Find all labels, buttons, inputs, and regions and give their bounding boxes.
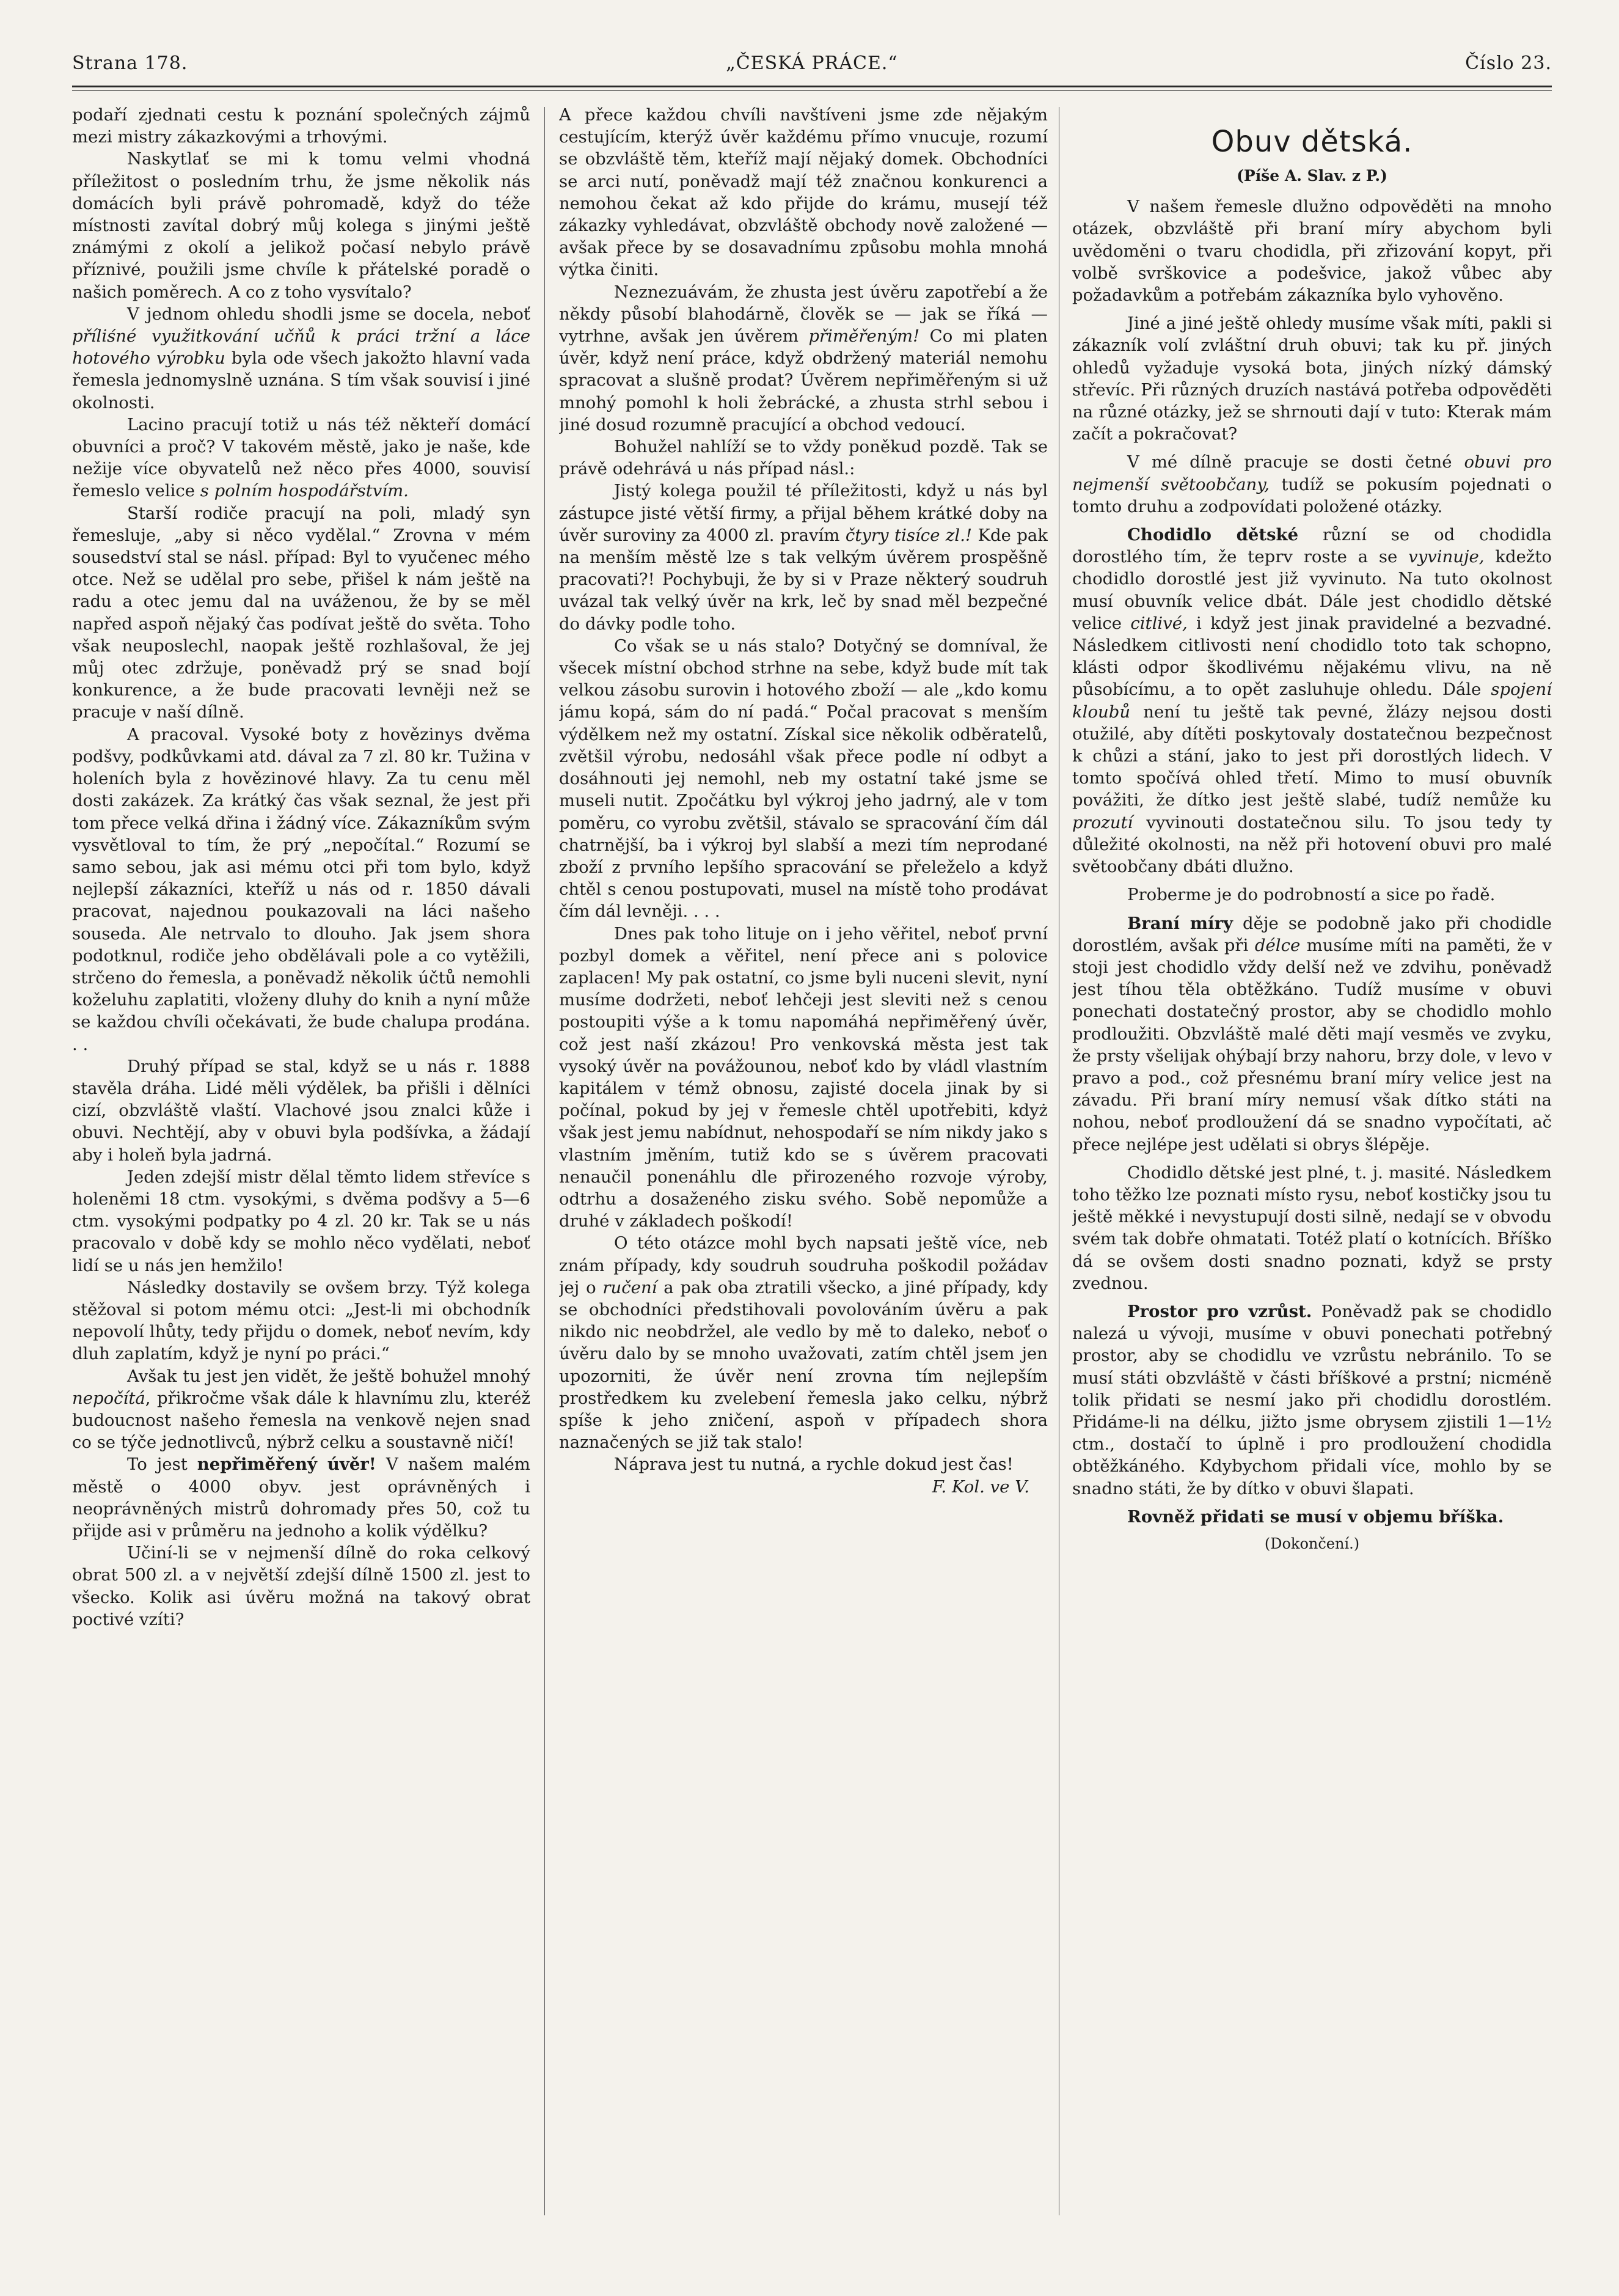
paragraph: A pracoval. Vysoké boty z hovězinys dvěma podšvy, podkůvkami atd. dával za 7 zl. 80 kr. Tužina v holeních byla z hovězinové hlavy. Za tu cenu měl dosti zakázek. Za krátký čas však seznal, že jest při tom přece velká dřina i žádný více. Zákazníkům svým vysvětloval to tím, že prý „nepočítal.“ Rozumí se samo sebou, jak asi mému otci při tom bylo, když nejlepší zákazníci, kteříž u nás od r. 1850 dávali pracovat, najednou poukazovali na láci našeho souseda. Ale netrvalo to dlouho. Jak jsem shora podotknul, rodiče jeho obdělávali pole a co vytěžili, strčeno do řemesla, a poněvadž několik účtů nemohli koželuhu zaplatiti, vloženy dluhy do knih a nyní může se každou chvíli očekávati, že bude chalupa prodána. . . (72, 724, 530, 1054)
emphasis: ručení (602, 1277, 657, 1297)
paragraph: Chodidlo dětské různí se od chodidla dorostlého tím, že teprv roste a se vyvinuje, kdežto chodidlo dorostlé jest již vyvinuto. Na tuto okolnost musí obuvník velice dbát. Dále jest chodidlo dětské velice citlivé, i když jest jinak pravidelné a bezvadné. Následkem citlivosti není chodidlo toto tak schopno, klásti odpor škodlivému nějakému vlivu, na ně působícímu, a to opět zasluhuje ohledu. Dále spojení kloubů není tu ještě tak pevné, žlázy nejsou dosti otužilé, aby dítěti poskytovaly dostatečnou bezpečnost k chůzi a stání, jako to jest při dorostlých lidech. V tomto spočívá ohled třetí. Mimo to musí obuvník povážiti, že dítko jest ještě slabé, tudíž nemůže ku prozutí vyvinouti dostatečnou silu. To jsou tedy ty důležité okolnosti, na něž při hotovení obuvi pro malé světoobčany dbáti dlužno. (1072, 525, 1552, 877)
header-rule-thick (72, 86, 1552, 87)
paragraph: A přece každou chvíli navštíveni jsme zde nějakým cestujícím, kterýž úvěr každému přímo vnucuje, rozumí se obzvláště těm, kteříž mají nějaký domek. Obchodníci se arci nutí, poněvadž mají též značnou konkurenci a nemohou čekat až kdo přijde do krámu, musejí též zákazky vyhledávat, obzvláště obchody nově založené — avšak přece by se dosavadnímu způsobu mohla mnohá výtka činiti. (559, 105, 1048, 280)
paragraph: Chodidlo dětské jest plné, t. j. masité. Následkem toho těžko lze poznati místo rysu, neboť kostičky jsou tu ještě měkké i nevystupují dosti silně, nedají se v obvodu svém tak dobře ohmatati. Totéž platí o kotnících. Bříško dá se ovšem dosti snadno poznati, když se prsty zvednou. (1072, 1162, 1552, 1293)
emphasis: prozutí (1072, 812, 1133, 832)
paragraph: Náprava jest tu nutná, a rychle dokud jest čas! (614, 1454, 1014, 1475)
paragraph: V mé dílně pracuje se dosti četné obuvi pro nejmenší světoobčany, tudíž se pokusím pojednati o tomto druhu a zodpovídati položené otázky. (1072, 452, 1552, 516)
emphasis: délce (1254, 935, 1301, 955)
emphasis: čtyry tisíce zl.! (845, 525, 972, 545)
section-heading: Braní míry (1127, 913, 1233, 933)
paragraph (1072, 1506, 1552, 1528)
section-heading: Chodidlo dětské (1127, 525, 1299, 545)
page-number: Strana 178. (72, 53, 188, 74)
column-3 (1072, 104, 1552, 2237)
paragraph: Lacino pracují totiž u nás též někteří domácí obuvníci a proč? V takovém městě, jako je naše, kde nežije více obyvatelů než něco přes 4000, souvisí řemeslo velice s polním hospodářstvím. (72, 414, 530, 501)
article-signature: F. Kol. ve V. (932, 1476, 1029, 1497)
continued-note: (Dokončení.) (1264, 1535, 1360, 1552)
paragraph: Neznezuávám, že zhusta jest úvěru zapotřebí a že někdy působí blahodárně, člověk se — jak se říká — vytrhne, avšak jen úvěrem přiměřeným! Co mi platen úvěr, když není práce, když obdržený materiál nemohu spracovat a slušně prodat? Úvěrem nepřiměřeným si už mnohý pomohl k holi žebrácké, a zhusta strhl sebou i jiné dosud rozumně pracující a obchod vedoucí. (559, 282, 1048, 435)
paragraph: Avšak tu jest jen vidět, že ještě bohužel mnohý nepočítá, přikročme však dále k hlavnímu zlu, kteréž budoucnost našeho řemesla na venkově nejen snad co se týče jednotlivců, nýbrž celku a soustavně ničí! (72, 1366, 530, 1453)
paragraph: Jeden zdejší mistr dělal těmto lidem střevíce s holeněmi 18 ctm. vysokými, s dvěma podšvy a 5—6 ctm. vysokými podpatky po 4 zl. 20 kr. Tak se u nás pracovalo v době kdy se mohlo něco vydělati, neboť lidí se u nás jen hemžilo! (72, 1167, 530, 1275)
emphasis: obuvi pro nejmenší světoobčany, (1072, 452, 1552, 494)
header-rule-thin (72, 90, 1552, 91)
column-1 (72, 104, 530, 2237)
article-title: Obuv dětská. (1211, 125, 1413, 159)
paragraph: Proberme je do podrobností a sice po řadě. (1127, 885, 1496, 905)
paragraph: Naskytlať se mi k tomu velmi vhodná příležitost o posledním trhu, že jsme několik nás domácích byli právě pohromadě, když do téže místnosti zavítal dobrý můj kolega s jinými ještě známými z okolí a jelikož počasí nebylo právě příznivé, použili jsme chvíle k přátelské poradě o našich poměrech. A co z toho vysvítalo? (72, 149, 530, 302)
issue-number: Číslo 23. (1465, 53, 1552, 74)
paragraph: Bohužel nahlíží se to vždy poněkud pozdě. Tak se právě odehrává u nás případ násl.: (559, 437, 1048, 479)
emphasis: spojení kloubů (1072, 680, 1552, 722)
page-header (72, 53, 1552, 84)
emphasis: citlivé, (1130, 613, 1188, 633)
paragraph: V našem řemesle dlužno odpověděti na mnoho otázek, obzvláště při braní míry abychom byli uvědoměni o tvaru chodidla, při zřizování kopyt, při volbě svrškovice a podešvice, jakož vůbec aby požadavkům a potřebám zákazníka bylo vyhověno. (1072, 197, 1552, 306)
paragraph: Následky dostavily se ovšem brzy. Týž kolega stěžoval si potom mému otci: „Jest-li mi obchodník nepovolí lhůty, tedy přijdu o domek, neboť nevím, kdy dluh zaplatím, když je nyní po práci.“ (72, 1277, 530, 1364)
paragraph: Druhý případ se stal, když se u nás r. 1888 stavěla dráha. Lidé měli výdělek, ba přišli i dělníci cizí, obzvláště vlaští. Vlachové jsou znalci kůže i obuvi. Nechtějí, aby v obuvi byla podšívka, a žádají aby i holeň byla jadrná. (72, 1056, 530, 1165)
section-heading: Prostor pro vzrůst. (1127, 1301, 1312, 1321)
paragraph: O této otázce mohl bych napsati ještě více, neb znám případy, kdy soudruh soudruha poškodil požádav jej o ručení a pak oba ztratili všecko, a jiné případy, kdy se obchodníci předstihovali povolováním úvěru a pak nikdo nic neobdržel, ale vedlo by mě to daleko, neboť o úvěru dalo by se mnoho uvažovati, zatím chtěl jsem jen upozorniti, že úvěr není zrovna tím nejlepším prostředkem ku zvelebení řemesla jako celku, nýbrž spíše k jeho zničení, aspoň v případech shora naznačených se již tak stalo! (559, 1233, 1048, 1453)
emphasis: příliśné využitkování učňů k práci tržní a láce hotového výrobku (72, 326, 530, 369)
journal-title: „ČESKÁ PRÁCE.“ (726, 53, 898, 74)
article-byline: (Píše A. Slav. z P.) (1237, 167, 1387, 185)
paragraph: podaří zjednati cestu k poznání společných zájmů mezi mistry zákazkovými a trhovými. (72, 105, 530, 147)
emphasis: vyvinuje, (1408, 547, 1485, 567)
emphasis: s polním hospodářstvím. (200, 481, 409, 501)
paragraph: Učiní-li se v nejmenší dílně do roka celkový obrat 500 zl. a v největší zdejší dílně 1500 zl. jest to všecko. Kolik asi úvěru možná na takový obrat poctivé vzíti? (72, 1543, 530, 1629)
section-heading: Rovněž přidati se musí v objemu bříška. (1127, 1506, 1504, 1527)
emphasis: nepočítá (72, 1388, 145, 1408)
paragraph: Prostor pro vzrůst. Poněvadž pak se chodidlo nalezá u vývoji, musíme v obuvi ponechati potřebný prostor, aby se chodidlu ve vzrůstu nebránilo. To se musí státi obzvláště v části bříškové a prstní; nicméně tolik přidati se nesmí jako při chodidlu dorostlém. Přidáme-li na délku, jižto jsme obrysem zjistili 1—1½ ctm., dostačí to úplně i pro prodloužení chodidla obtěžkáného. Kdybychom přidali více, mohlo by se snadno státi, že by dítko v obuvi šlapati. (1072, 1301, 1552, 1498)
paragraph: Co však se u nás stalo? Dotyčný se domníval, že všecek místní obchod strhne na sebe, když bude mít tak velkou zásobu surovin i hotového zboží — ale „kdo komu jámu kopá, sám do ní padá.“ Počal pracovat s menším výdělkem než my ostatní. Získal sice několik odběratelů, zvětšil výrobu, nedosáhl však přece podle ní odbyt a dosáhnouti jej nemohl, neb my ostatní také jsme se museli nutit. Zpočátku byl výkroj jeho jadrný, ale v tom poměru, co vyrobu zvětšil, stávalo se spracování čím dál chatrnější, ba i výkroj byl slabší a mezi tím neprodané zboží z prvního lepšího spracování se přeleželo a když chtěl s cenou postupovati, musel na místě toho prodávat čím dál levněji. . . . (559, 636, 1048, 922)
paragraph: Starší rodiče pracují na poli, mladý syn řemesluje, „aby si něco vydělal.“ Zrovna v mém sousedství stal se násl. případ: Byl to vyučenec mého otce. Než se udělal pro sebe, přišel k nám ještě na radu a otec jemu dal na uváženou, že by se měl napřed aspoň nějaký čas podívat ještě do světa. Toho však neuposlechl, naopak ještě rozhlašoval, že jej můj otec zdržuje, poněvadž prý se snad bojí konkurence, a že bude pracovati levněji než se pracuje v naší dílně. (72, 503, 530, 722)
column-2 (559, 104, 1048, 2237)
paragraph: Braní míry děje se podobně jako při chodidle dorostlém, avšak při délce musíme míti na paměti, že v stoji jest chodidlo vždy delší než ve zdvihu, poněvadž jest tíhou těla obtěžkáno. Tudíž musíme v obuvi ponechati dostatečný prostor, aby se chodidlo mohlo prodloužiti. Obzvláště malé děti mají vesměs ve zvyku, že prsty všelijak ohýbají brzy nahoru, brzy dole, v levo v pravo a pod., což přesnému braní míry velice jest na závadu. Při braní míry nemusí však dítko státi na nohou, neboť prodloužení dá se snadno vypočítati, ač přece nejlépe jest udělati si obrys šlépěje. (1072, 913, 1552, 1154)
paragraph: V jednom ohledu shodli jsme se docela, neboť příliśné využitkování učňů k práci tržní a láce hotového výrobku byla ode všech jakožto hlavní vada řemesla jednomyslně uznána. S tím však souvisí i jiné okolnosti. (72, 304, 530, 413)
emphasis: přiměřeným! (808, 326, 920, 347)
column-divider-1 (544, 107, 545, 2215)
bold-phrase: nepřiměřený úvěr! (197, 1454, 376, 1475)
paragraph: To jest nepřiměřený úvěr! V našem malém městě o 4000 obyv. jest oprávněných i neoprávněných mistrů dohromady přes 50, což tu přijde asi v průměru na jednoho a kolik výdělku? (72, 1454, 530, 1541)
paragraph: Jiné a jiné ještě ohledy musíme však míti, pakli si zákazník volí zvláštní druh obuvi; tak ku př. jiných ohledů vyžaduje vysoká bota, jiných nízký dámský střevíc. Při různých druzích nastává potřeba odpověděti na různé otázky, jež se shrnouti dají v tuto: Kterak mám začít a pokračovat? (1072, 314, 1552, 444)
paragraph: Jistý kolega použil té příležitosti, když u nás byl zástupce jisté větší firmy, a přijal během krátké doby na úvěr suroviny za 4000 zl. pravím čtyry tisíce zl.! Kde pak na menším městě lze s tak velkým úvěrem prospěšně pracovati?! Pochybuji, že by si v Praze některý soudruh uvázal tak velký úvěr na krk, leč by snad měl bezpečné do dávky podle toho. (559, 481, 1048, 634)
paragraph: Dnes pak toho lituje on i jeho věřitel, neboť první pozbyl domek a věřitel, není přece ani s polovice zaplacen! My pak ostatní, co jsme byli nuceni slevit, nyní musíme dodržeti, neboť lehčeji jest sleviti než s cenou postoupiti výše a k tomu napomáhá nepřiměřený úvěr, což jest naší zkázou! Pro venkovská města jest tak vysoký úvěr na povážounou, neboť kdo by vládl vlastním kapitálem v témž obnosu, zajisté docela jinak by si počínal, pokud by jej v řemesle chtěl upotřebiti, kdyż však jest jemu nabídnut, nehospodaří se ním nikdy jako s vlastním jměním, tutiž kdo se s úvěrem pracovati nenaučil ponenáhlu dle přirozeného rozvoje výroby, odtrhu a dosaženého zisku svého. Sobě nepomůže a druhé v základech poškodí! (559, 923, 1048, 1231)
